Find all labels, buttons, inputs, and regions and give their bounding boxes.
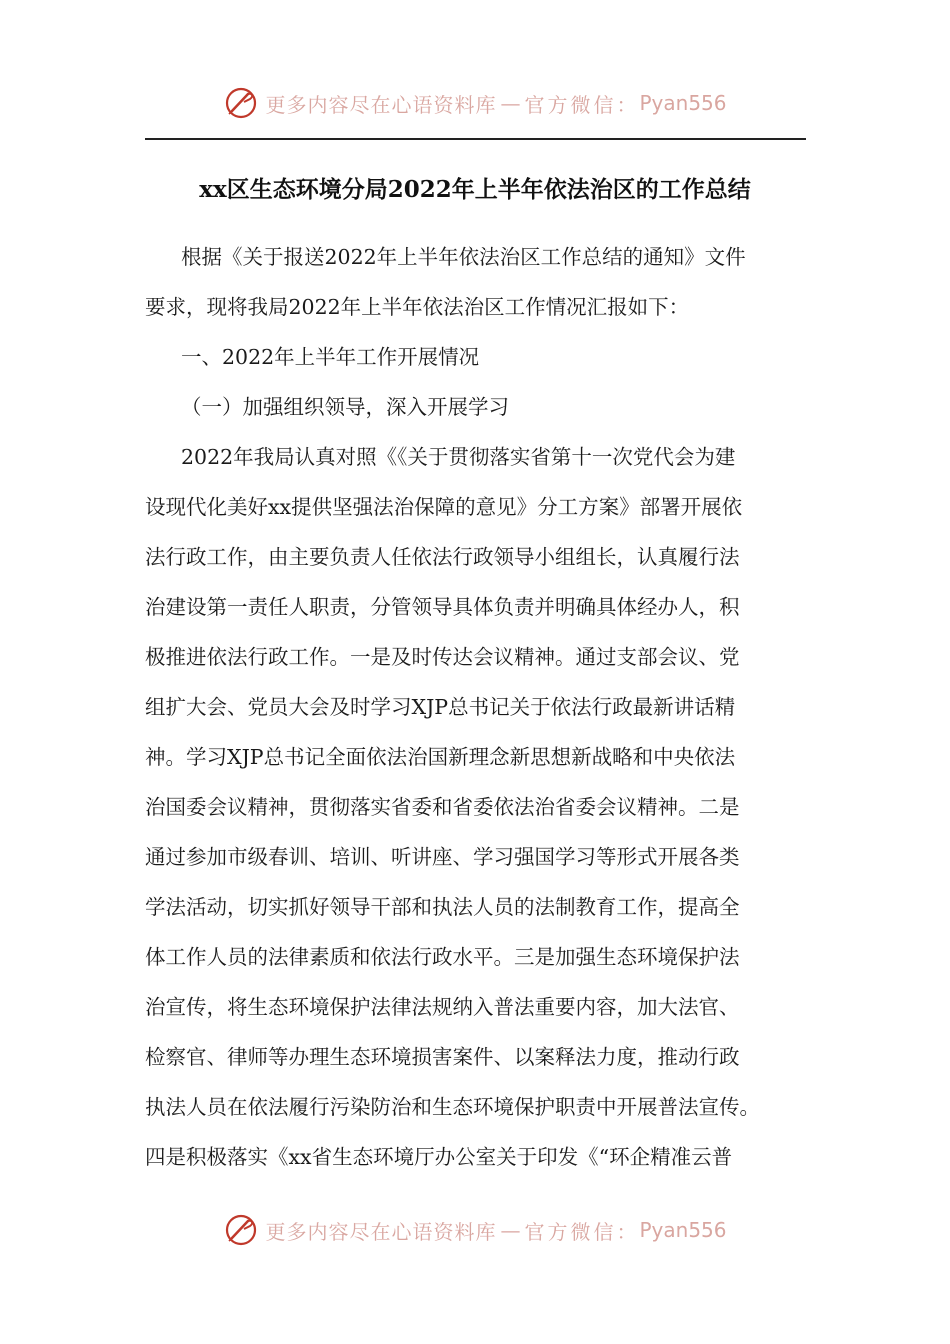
document-body (145, 232, 809, 1182)
body-line: 设现代化美好xx提供坚强法治保障的意见》分工方案》部署开展依 (145, 495, 743, 519)
footer-banner (0, 1210, 950, 1250)
body-line: 2022年我局认真对照《《关于贯彻落实省第十一次党代会为建 (181, 445, 736, 469)
body-line: 根据《关于报送2022年上半年依法治区工作总结的通知》文件 (181, 245, 746, 269)
body-line: 治国委会议精神，贯彻落实省委和省委依法治省委会议精神。二是 (145, 795, 740, 819)
header-rule (145, 138, 806, 140)
body-line: 四是积极落实《xx省生态环境厅办公室关于印发《“环企精准云普 (145, 1145, 733, 1169)
body-line: 要求，现将我局2022年上半年依法治区工作情况汇报如下： (145, 295, 690, 319)
body-line: 通过参加市级春训、培训、听讲座、学习强国学习等形式开展各类 (145, 845, 740, 869)
body-line: 法行政工作，由主要负责人任依法行政领导小组组长，认真履行法 (145, 545, 740, 569)
banner-wechat-id: Pyan556 (639, 91, 727, 115)
body-line: 执法人员在依法履行污染防治和生态环境保护职责中开展普法宣传。 (145, 1095, 760, 1119)
body-line: 体工作人员的法律素质和依法行政水平。三是加强生态环境保护法 (145, 945, 740, 969)
banner-wechat-id: Pyan556 (639, 1218, 727, 1242)
body-line: 极推进依法行政工作。一是及时传达会议精神。通过支部会议、党 (145, 645, 740, 669)
body-line: 学法活动，切实抓好领导干部和执法人员的法制教育工作，提高全 (145, 895, 740, 919)
banner-separator: — (500, 1218, 521, 1242)
banner-wechat-label: 官方微信： (524, 1219, 640, 1244)
body-line: 组扩大会、党员大会及时学习XJP总书记关于依法行政最新讲话精 (145, 695, 736, 719)
banner-slogan: 更多内容尽在心语资料库 (265, 1219, 497, 1244)
document-title: xx区生态环境分局2022年上半年依法治区的工作总结 (199, 176, 751, 203)
body-line: 治宣传，将生态环境保护法律法规纳入普法重要内容，加大法官、 (145, 995, 740, 1019)
quill-seal-icon (223, 85, 259, 121)
banner-separator: — (500, 91, 521, 115)
quill-seal-icon (223, 1212, 259, 1248)
banner-slogan: 更多内容尽在心语资料库 (265, 92, 497, 117)
section-heading: 一、2022年上半年工作开展情况 (181, 345, 480, 369)
banner-wechat-label: 官方微信： (524, 92, 640, 117)
body-line: 治建设第一责任人职责，分管领导具体负责并明确具体经办人，积 (145, 595, 740, 619)
body-line: 神。学习XJP总书记全面依法治国新理念新思想新战略和中央依法 (145, 745, 736, 769)
body-line: 检察官、律师等办理生态环境损害案件、以案释法力度，推动行政 (145, 1045, 740, 1069)
header-banner (0, 83, 950, 123)
subsection-heading: （一）加强组织领导，深入开展学习 (181, 395, 509, 419)
